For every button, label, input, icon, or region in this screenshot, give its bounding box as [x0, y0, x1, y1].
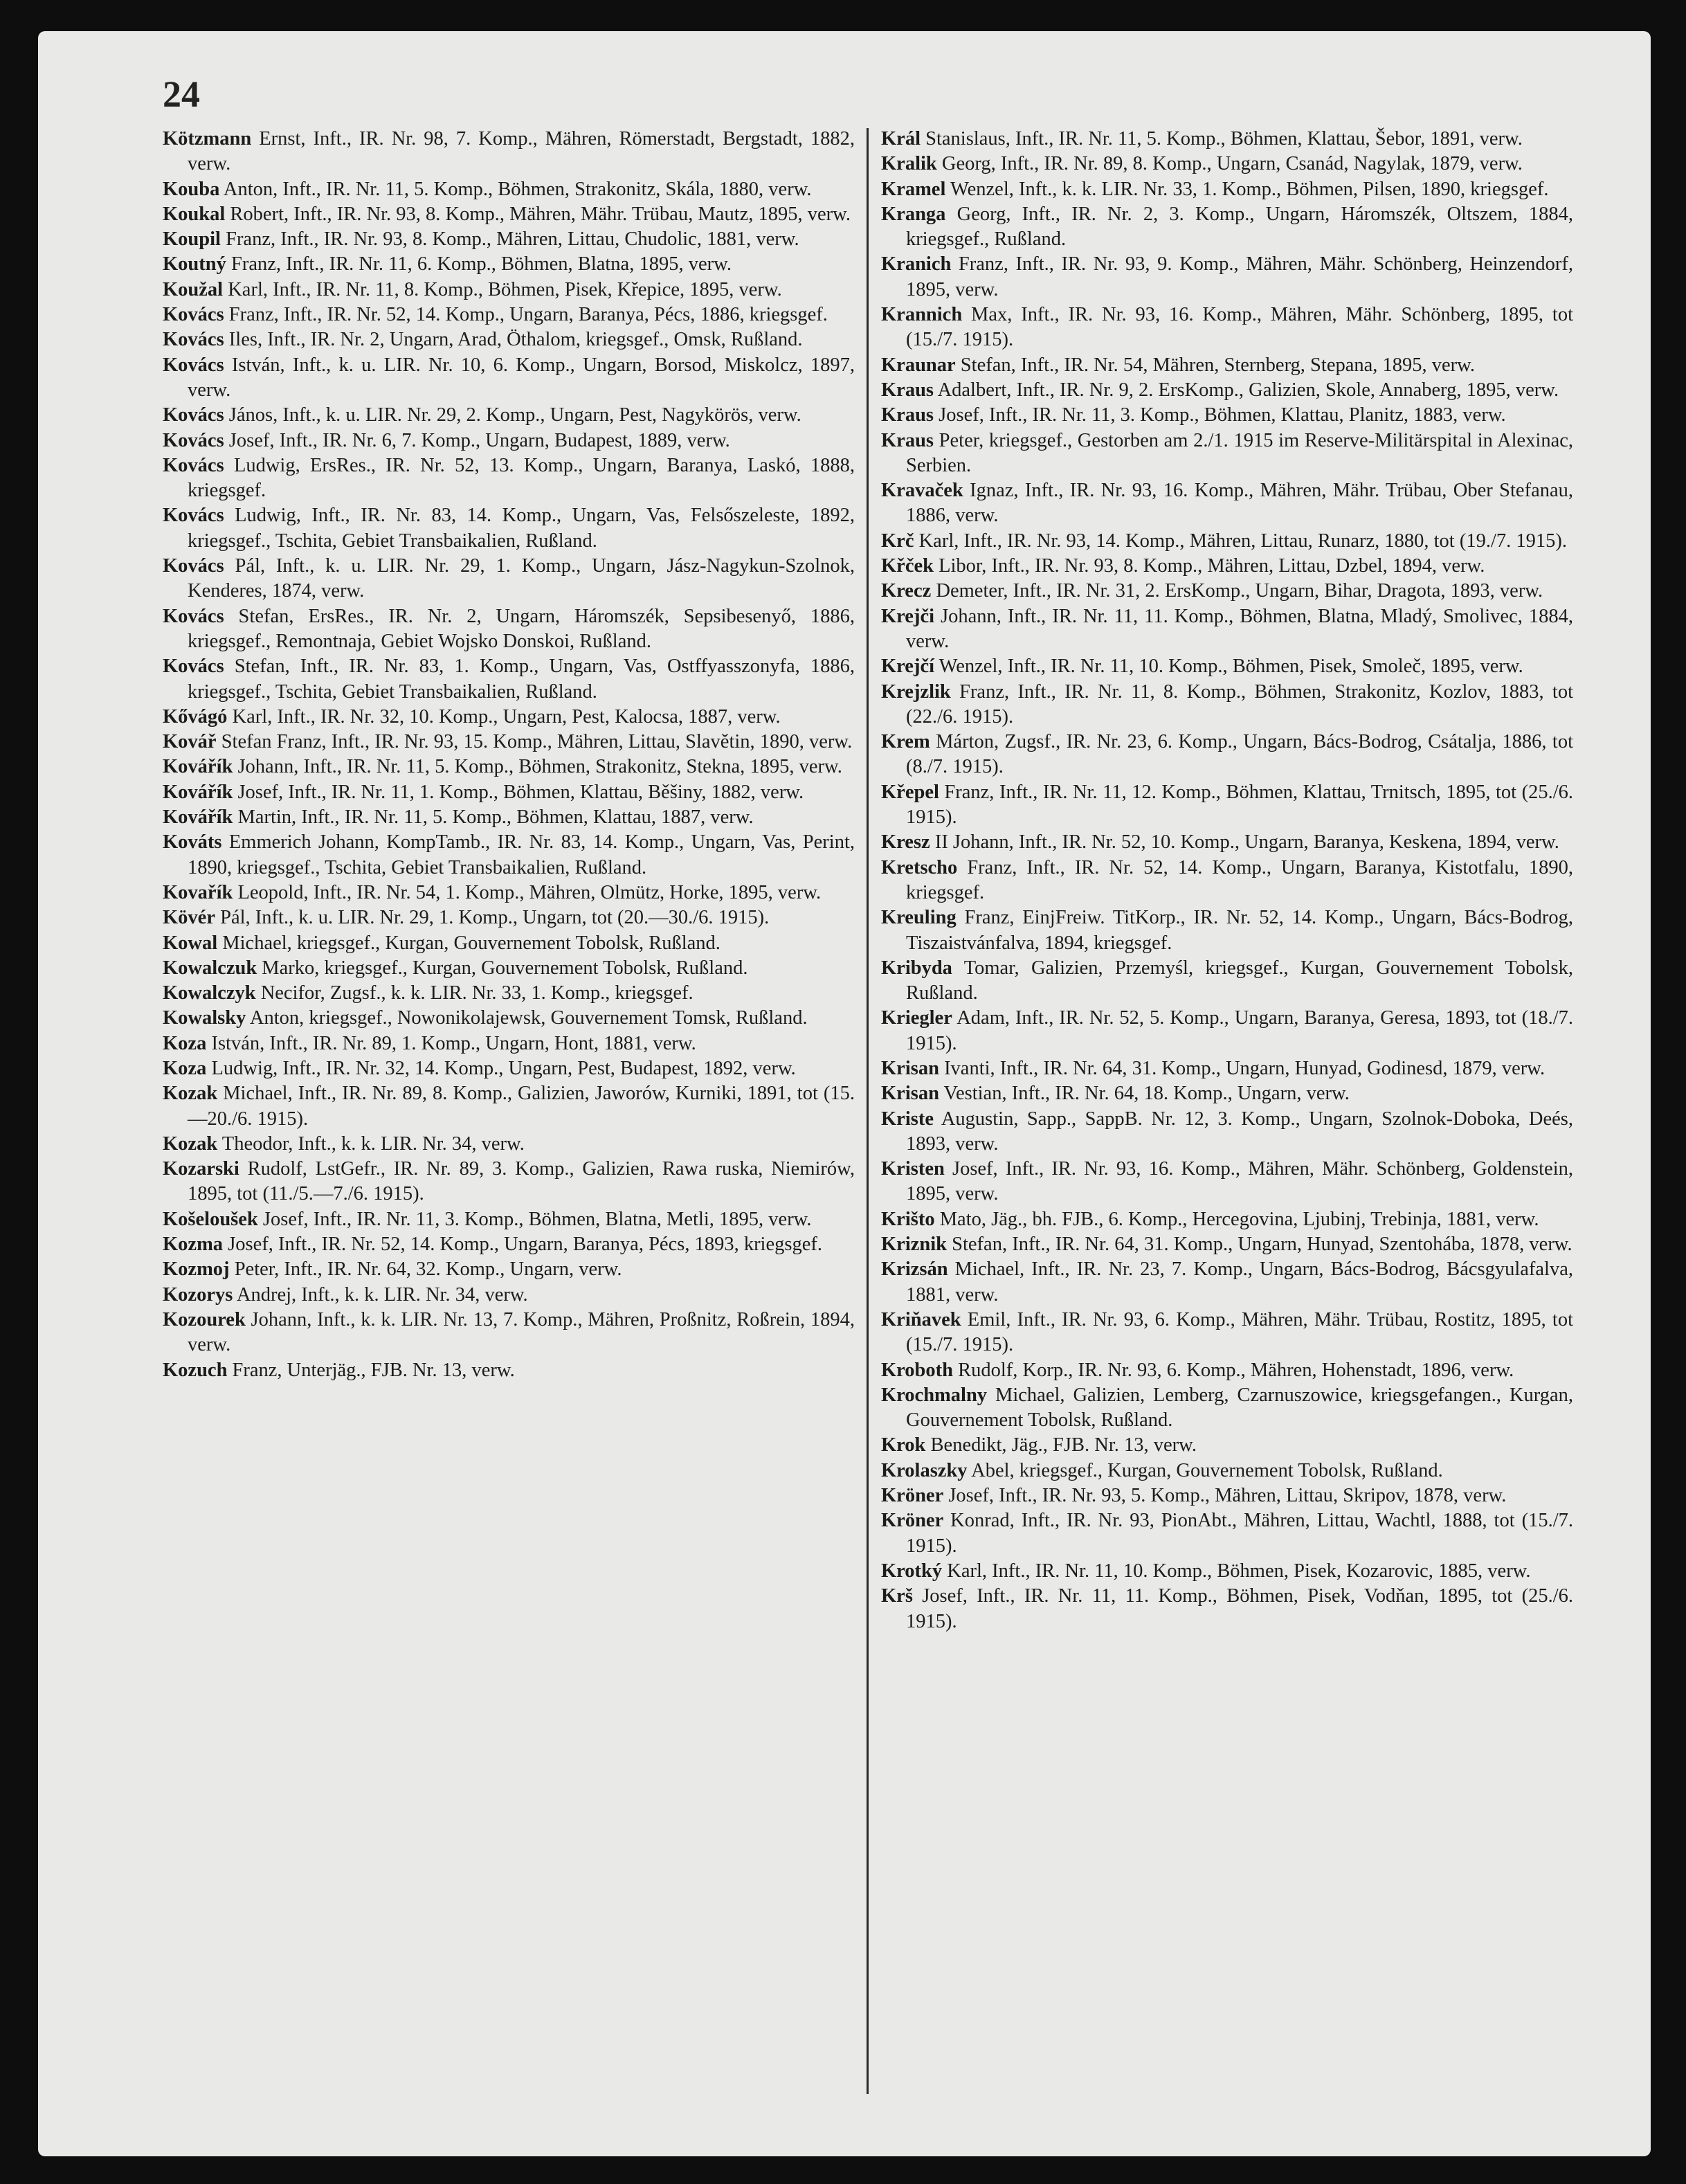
entry-details: Stefan, ErsRes., IR. Nr. 2, Ungarn, Háromszék, Sepsibesenyő, 1886, kriegsgef., Remontnaja, Gebiet Wojsko Donskoi, Rußland. — [188, 605, 855, 652]
entry-details: Ludwig, Inft., IR. Nr. 32, 14. Komp., Ungarn, Pest, Budapest, 1892, verw. — [206, 1057, 796, 1079]
entry-surname: Kranich — [881, 253, 952, 276]
list-entry — [163, 1056, 855, 1081]
entry-surname: Kribyda — [881, 957, 952, 979]
entry-details: Franz, Inft., IR. Nr. 93, 9. Komp., Mähren, Mähr. Schönberg, Heinzendorf, 1895, verw. — [906, 253, 1573, 300]
list-entry — [881, 127, 1573, 152]
entry-details: Franz, Inft., IR. Nr. 52, 14. Komp., Ungarn, Baranya, Pécs, 1886, kriegsgef. — [224, 304, 828, 326]
entry-details: Franz, Inft., IR. Nr. 11, 12. Komp., Böhmen, Klattau, Trnitsch, 1895, tot (25./6. 1915). — [906, 781, 1573, 829]
list-entry — [881, 1483, 1573, 1508]
list-entry — [881, 579, 1573, 604]
entry-details: Emmerich Johann, KompTamb., IR. Nr. 83, 14. Komp., Ungarn, Vas, Perint, 1890, kriegsgef., Tschita, Gebiet Transbaikalien, Rußland. — [188, 831, 855, 878]
entry-surname: Kováts — [163, 831, 222, 854]
list-entry — [881, 478, 1573, 529]
entry-surname: Kriznik — [881, 1234, 948, 1256]
entry-surname: Kretscho — [881, 856, 958, 878]
entry-surname: Kroboth — [881, 1359, 953, 1381]
entry-surname: Kowalczyk — [163, 982, 256, 1004]
entry-surname: Krizsán — [881, 1258, 948, 1281]
entry-details: Johann, Inft., IR. Nr. 11, 11. Komp., Böhmen, Blatna, Mladý, Smolivec, 1884, verw. — [906, 605, 1573, 652]
list-entry — [163, 654, 855, 705]
list-entry — [881, 1508, 1573, 1559]
entry-surname: Kozuch — [163, 1359, 228, 1381]
list-entry — [163, 1358, 855, 1383]
list-entry — [881, 428, 1573, 479]
entry-surname: Kowalczuk — [163, 957, 257, 979]
entry-surname: Kovács — [163, 354, 224, 376]
list-entry — [881, 1433, 1573, 1458]
entry-details: Peter, Inft., IR. Nr. 64, 32. Komp., Ungarn, verw. — [229, 1258, 622, 1281]
list-entry — [163, 554, 855, 604]
entry-details: Stanislaus, Inft., IR. Nr. 11, 5. Komp., Böhmen, Klattau, Šebor, 1891, verw. — [921, 128, 1523, 150]
entry-details: Iles, Inft., IR. Nr. 2, Ungarn, Arad, Öthalom, kriegsgef., Omsk, Rußland. — [224, 329, 803, 351]
entry-details: Franz, EinjFreiw. TitKorp., IR. Nr. 52, 14. Komp., Ungarn, Bács-Bodrog, Tiszaistvánfalva, 1894, kriegsgef. — [906, 907, 1573, 954]
list-entry — [163, 1232, 855, 1257]
entry-details: János, Inft., k. u. LIR. Nr. 29, 2. Komp., Ungarn, Pest, Nagykörös, verw. — [224, 404, 801, 426]
entry-details: Wenzel, Inft., IR. Nr. 11, 10. Komp., Böhmen, Pisek, Smoleč, 1895, verw. — [934, 656, 1523, 678]
entry-details: Konrad, Inft., IR. Nr. 93, PionAbt., Mähren, Littau, Wachtl, 1888, tot (15./7. 1915). — [906, 1510, 1573, 1557]
entry-details: Wenzel, Inft., k. k. LIR. Nr. 33, 1. Komp., Böhmen, Pilsen, 1890, kriegsgef. — [945, 178, 1549, 200]
entry-details: Josef, Inft., IR. Nr. 11, 1. Komp., Böhmen, Klattau, Běšiny, 1882, verw. — [233, 781, 804, 803]
entry-surname: Kovács — [163, 454, 224, 476]
list-entry — [881, 252, 1573, 303]
entry-details: Rudolf, Korp., IR. Nr. 93, 6. Komp., Mähren, Hohenstadt, 1896, verw. — [953, 1359, 1514, 1381]
entry-details: István, Inft., k. u. LIR. Nr. 10, 6. Komp., Ungarn, Borsod, Miskolcz, 1897, verw. — [188, 354, 855, 401]
list-entry — [881, 303, 1573, 353]
list-entry — [163, 805, 855, 830]
entry-surname: Kozak — [163, 1132, 218, 1155]
list-entry — [163, 428, 855, 453]
list-entry — [163, 956, 855, 981]
list-entry — [881, 1232, 1573, 1257]
entry-surname: Kozorys — [163, 1283, 233, 1306]
list-entry — [881, 1559, 1573, 1584]
list-entry — [881, 780, 1573, 831]
entry-details: Rudolf, LstGefr., IR. Nr. 89, 3. Komp., Galizien, Rawa ruska, Niemirów, 1895, tot (11./5.—7./6. 1915). — [188, 1158, 855, 1205]
entry-details: Ludwig, Inft., IR. Nr. 83, 14. Komp., Ungarn, Vas, Felsőszeleste, 1892, kriegsgef., Tschita, Gebiet Transbaikalien, Rußland. — [188, 505, 855, 552]
entry-surname: Krejčí — [881, 656, 935, 678]
list-entry — [881, 403, 1573, 428]
list-entry — [163, 227, 855, 252]
list-entry — [881, 1308, 1573, 1358]
entry-surname: Kramel — [881, 178, 946, 200]
entry-surname: Kreuling — [881, 907, 957, 929]
list-entry — [163, 177, 855, 202]
entry-details: Theodor, Inft., k. k. LIR. Nr. 34, verw. — [217, 1132, 525, 1155]
entry-details: Márton, Zugsf., IR. Nr. 23, 6. Komp., Ungarn, Bács-Bodrog, Csátalja, 1886, tot (8./7. 1915). — [906, 731, 1573, 778]
entry-details: Josef, Inft., IR. Nr. 93, 16. Komp., Mähren, Mähr. Schönberg, Goldenstein, 1895, verw. — [906, 1158, 1573, 1205]
entry-surname: Kovács — [163, 329, 224, 351]
list-entry — [881, 1006, 1573, 1056]
entry-surname: Krisan — [881, 1083, 939, 1105]
list-entry — [163, 403, 855, 428]
entry-details: II Johann, Inft., IR. Nr. 52, 10. Komp., Ungarn, Baranya, Keskena, 1894, verw. — [930, 831, 1559, 854]
entry-details: Demeter, Inft., IR. Nr. 31, 2. ErsKomp., Ungarn, Bihar, Dragota, 1893, verw. — [931, 580, 1543, 602]
list-entry — [881, 856, 1573, 906]
entry-details: Ernst, Inft., IR. Nr. 98, 7. Komp., Mähren, Römerstadt, Bergstadt, 1882, verw. — [188, 128, 855, 175]
entry-surname: Koza — [163, 1057, 207, 1079]
entry-surname: Kovářík — [163, 781, 233, 803]
entry-surname: Kovář — [163, 731, 217, 753]
list-entry — [163, 1283, 855, 1308]
list-entry — [881, 1081, 1573, 1106]
entry-surname: Kozma — [163, 1234, 224, 1256]
list-entry — [881, 1207, 1573, 1232]
entry-surname: Kröner — [881, 1485, 944, 1507]
list-entry — [881, 202, 1573, 253]
entry-surname: Kresz — [881, 831, 930, 854]
list-entry — [163, 503, 855, 554]
entry-details: Stefan Franz, Inft., IR. Nr. 93, 15. Komp., Mähren, Littau, Slavětin, 1890, verw. — [216, 731, 853, 753]
entry-details: Peter, kriegsgef., Gestorben am 2./1. 1915 im Reserve-Militärspital in Alexinac, Serbien. — [906, 429, 1573, 476]
entry-surname: Kozarski — [163, 1158, 239, 1180]
entry-surname: Křček — [881, 555, 934, 577]
list-entry — [163, 127, 855, 177]
list-entry — [163, 830, 855, 881]
entry-details: Karl, Inft., IR. Nr. 11, 10. Komp., Böhmen, Pisek, Kozarovic, 1885, verw. — [942, 1560, 1531, 1582]
entry-surname: Kövér — [163, 907, 215, 929]
entry-details: Johann, Inft., k. k. LIR. Nr. 13, 7. Komp., Mähren, Proßnitz, Roßrein, 1894, verw. — [188, 1308, 855, 1356]
column-divider — [867, 128, 869, 2094]
entry-surname: Kraus — [881, 404, 934, 426]
list-entry — [163, 1157, 855, 1207]
entry-surname: Král — [881, 128, 921, 150]
entry-surname: Kovács — [163, 404, 224, 426]
entry-details: Karl, Inft., IR. Nr. 93, 14. Komp., Mähren, Littau, Runarz, 1880, tot (19./7. 1915). — [914, 530, 1567, 552]
entry-surname: Kraunar — [881, 354, 956, 376]
list-entry — [163, 453, 855, 504]
entry-surname: Kovács — [163, 605, 224, 627]
entry-surname: Krš — [881, 1585, 913, 1607]
entry-surname: Kraus — [881, 379, 934, 401]
list-entry — [163, 1308, 855, 1358]
list-entry — [163, 353, 855, 404]
left-column — [163, 127, 855, 1383]
entry-surname: Kovářík — [163, 806, 233, 829]
list-entry — [881, 554, 1573, 579]
entry-surname: Kravaček — [881, 480, 963, 502]
entry-details: Michael, Galizien, Lemberg, Czarnuszowice, kriegsgefangen., Kurgan, Gouvernement Tobolsk, Rußland. — [906, 1384, 1573, 1432]
list-entry — [163, 1257, 855, 1282]
entry-surname: Koukal — [163, 203, 226, 225]
entry-details: Michael, Inft., IR. Nr. 23, 7. Komp., Ungarn, Bács-Bodrog, Bácsgyulafalva, 1881, verw. — [906, 1258, 1573, 1306]
entry-details: Josef, Inft., IR. Nr. 52, 14. Komp., Ungarn, Baranya, Pécs, 1893, kriegsgef. — [223, 1234, 822, 1256]
entry-details: Georg, Inft., IR. Nr. 89, 8. Komp., Ungarn, Csanád, Nagylak, 1879, verw. — [936, 153, 1523, 175]
list-entry — [163, 881, 855, 905]
entry-surname: Koupil — [163, 228, 221, 251]
entry-details: Josef, Inft., IR. Nr. 6, 7. Komp., Ungarn, Budapest, 1889, verw. — [224, 429, 730, 451]
entry-details: Franz, Inft., IR. Nr. 11, 6. Komp., Böhmen, Blatna, 1895, verw. — [226, 253, 732, 276]
entry-details: Mato, Jäg., bh. FJB., 6. Komp., Hercegovina, Ljubinj, Trebinja, 1881, verw. — [934, 1208, 1539, 1230]
entry-details: Adam, Inft., IR. Nr. 52, 5. Komp., Ungarn, Baranya, Geresa, 1893, tot (18./7. 1915). — [906, 1007, 1573, 1054]
entry-surname: Kovařík — [163, 881, 233, 903]
entry-details: Michael, kriegsgef., Kurgan, Gouvernement Tobolsk, Rußland. — [217, 932, 720, 954]
entry-surname: Kowal — [163, 932, 218, 954]
entry-details: Libor, Inft., IR. Nr. 93, 8. Komp., Mähren, Littau, Dzbel, 1894, verw. — [933, 555, 1485, 577]
entry-details: Anton, Inft., IR. Nr. 11, 5. Komp., Böhmen, Strakonitz, Skála, 1880, verw. — [219, 178, 812, 200]
list-entry — [881, 1459, 1573, 1483]
list-entry — [163, 604, 855, 655]
entry-surname: Krisan — [881, 1057, 939, 1079]
entry-surname: Kraus — [881, 429, 934, 451]
entry-surname: Kristen — [881, 1158, 945, 1180]
list-entry — [881, 1157, 1573, 1207]
entry-surname: Kozak — [163, 1083, 218, 1105]
entry-surname: Krannich — [881, 304, 963, 326]
page-number: 24 — [163, 73, 200, 115]
list-entry — [881, 1257, 1573, 1308]
entry-surname: Kovářík — [163, 756, 233, 778]
entry-details: Josef, Inft., IR. Nr. 11, 11. Komp., Böhmen, Pisek, Vodňan, 1895, tot (25./6. 1915). — [906, 1585, 1573, 1632]
right-column — [881, 127, 1573, 1634]
entry-details: Pál, Inft., k. u. LIR. Nr. 29, 1. Komp., Ungarn, Jász-Nagykun-Szolnok, Kenderes, 1874, verw. — [188, 555, 855, 602]
entry-surname: Krolaszky — [881, 1459, 968, 1481]
entry-details: István, Inft., IR. Nr. 89, 1. Komp., Ungarn, Hont, 1881, verw. — [206, 1032, 696, 1054]
entry-details: Stefan, Inft., IR. Nr. 83, 1. Komp., Ungarn, Vas, Ostffyasszonyfa, 1886, kriegsgef., Tschita, Gebiet Transbaikalien, Rußland. — [188, 656, 855, 703]
list-entry — [881, 1584, 1573, 1634]
entry-details: Karl, Inft., IR. Nr. 32, 10. Komp., Ungarn, Pest, Kalocsa, 1887, verw. — [227, 705, 781, 728]
list-entry — [881, 956, 1573, 1007]
entry-surname: Kriňavek — [881, 1308, 961, 1330]
entry-details: Ludwig, ErsRes., IR. Nr. 52, 13. Komp., Ungarn, Baranya, Laskó, 1888, kriegsgef. — [188, 454, 855, 502]
list-entry — [163, 931, 855, 956]
entry-surname: Krišto — [881, 1208, 935, 1230]
entry-details: Ignaz, Inft., IR. Nr. 93, 16. Komp., Mähren, Mähr. Trübau, Ober Stefanau, 1886, verw. — [906, 480, 1573, 527]
entry-surname: Kouba — [163, 178, 220, 200]
entry-surname: Krejči — [881, 605, 935, 627]
entry-details: Josef, Inft., IR. Nr. 11, 3. Komp., Böhmen, Blatna, Metli, 1895, verw. — [257, 1208, 812, 1230]
entry-details: Max, Inft., IR. Nr. 93, 16. Komp., Mähren, Mähr. Schönberg, 1895, tot (15./7. 1915). — [906, 304, 1573, 351]
entry-details: Emil, Inft., IR. Nr. 93, 6. Komp., Mähren, Mähr. Trübau, Rostitz, 1895, tot (15./7. 1915). — [906, 1308, 1573, 1356]
list-entry — [163, 252, 855, 277]
entry-surname: Koužal — [163, 278, 224, 300]
list-entry — [163, 303, 855, 327]
entry-details: Tomar, Galizien, Przemyśl, kriegsgef., Kurgan, Gouvernement Tobolsk, Rußland. — [906, 957, 1573, 1004]
entry-details: Franz, Inft., IR. Nr. 52, 14. Komp., Ungarn, Baranya, Kistotfalu, 1890, kriegsgef. — [906, 856, 1573, 903]
entry-surname: Kovács — [163, 555, 224, 577]
entry-surname: Krč — [881, 530, 914, 552]
entry-surname: Košeloušek — [163, 1208, 258, 1230]
entry-surname: Kröner — [881, 1510, 944, 1532]
list-entry — [163, 278, 855, 303]
entry-surname: Kriste — [881, 1108, 934, 1130]
list-entry — [881, 1056, 1573, 1081]
list-entry — [163, 780, 855, 805]
entry-details: Josef, Inft., IR. Nr. 93, 5. Komp., Mähren, Littau, Skripov, 1878, verw. — [943, 1485, 1507, 1507]
entry-surname: Kovács — [163, 656, 224, 678]
list-entry — [163, 1207, 855, 1232]
list-entry — [163, 730, 855, 755]
entry-surname: Kovács — [163, 505, 224, 527]
entry-details: Augustin, Sapp., SappB. Nr. 12, 3. Komp., Ungarn, Szolnok-Doboka, Deés, 1893, verw. — [906, 1108, 1573, 1155]
list-entry — [881, 730, 1573, 780]
entry-surname: Kriegler — [881, 1007, 952, 1029]
entry-details: Franz, Unterjäg., FJB. Nr. 13, verw. — [227, 1359, 515, 1381]
entry-details: Andrej, Inft., k. k. LIR. Nr. 34, verw. — [233, 1283, 528, 1306]
entry-details: Georg, Inft., IR. Nr. 2, 3. Komp., Ungarn, Háromszék, Oltszem, 1884, kriegsgef., Rußland. — [906, 203, 1573, 251]
entry-details: Franz, Inft., IR. Nr. 93, 8. Komp., Mähren, Littau, Chudolic, 1881, verw. — [220, 228, 799, 251]
entry-details: Abel, kriegsgef., Kurgan, Gouvernement Tobolsk, Rußland. — [967, 1459, 1443, 1481]
list-entry — [881, 152, 1573, 177]
list-entry — [163, 705, 855, 730]
list-entry — [163, 981, 855, 1006]
entry-surname: Kozmoj — [163, 1258, 230, 1281]
list-entry — [881, 654, 1573, 679]
entry-details: Ivanti, Inft., IR. Nr. 64, 31. Komp., Ungarn, Hunyad, Godinesd, 1879, verw. — [939, 1057, 1546, 1079]
entry-surname: Krecz — [881, 580, 932, 602]
entry-details: Adalbert, Inft., IR. Nr. 9, 2. ErsKomp., Galizien, Skole, Annaberg, 1895, verw. — [934, 379, 1559, 401]
entry-surname: Koutný — [163, 253, 226, 276]
entry-surname: Kötzmann — [163, 128, 252, 150]
entry-details: Michael, Inft., IR. Nr. 89, 8. Komp., Galizien, Jaworów, Kurniki, 1891, tot (15.—20./6. 1915). — [188, 1083, 855, 1130]
entry-details: Stefan, Inft., IR. Nr. 54, Mähren, Sternberg, Stepana, 1895, verw. — [955, 354, 1476, 376]
entry-surname: Krochmalny — [881, 1384, 988, 1406]
entry-details: Marko, kriegsgef., Kurgan, Gouvernement Tobolsk, Rußland. — [257, 957, 748, 979]
list-entry — [881, 1107, 1573, 1157]
entry-surname: Koza — [163, 1032, 207, 1054]
list-entry — [163, 202, 855, 227]
list-entry — [163, 1132, 855, 1157]
list-entry — [881, 1383, 1573, 1434]
list-entry — [881, 680, 1573, 730]
entry-surname: Kovács — [163, 429, 224, 451]
list-entry — [881, 905, 1573, 956]
list-entry — [881, 529, 1573, 554]
list-entry — [881, 177, 1573, 202]
entry-surname: Kovács — [163, 304, 224, 326]
entry-surname: Krem — [881, 731, 930, 753]
entry-surname: Křepel — [881, 781, 939, 803]
entry-surname: Krok — [881, 1434, 926, 1456]
list-entry — [163, 1006, 855, 1031]
entry-details: Franz, Inft., IR. Nr. 11, 8. Komp., Böhmen, Strakonitz, Kozlov, 1883, tot (22./6. 1915). — [906, 680, 1573, 728]
entry-details: Martin, Inft., IR. Nr. 11, 5. Komp., Böhmen, Klattau, 1887, verw. — [233, 806, 754, 829]
document-page — [38, 31, 1651, 2156]
list-entry — [163, 755, 855, 779]
entry-details: Anton, kriegsgef., Nowonikolajewsk, Gouvernement Tomsk, Rußland. — [246, 1007, 808, 1029]
list-entry — [881, 378, 1573, 403]
entry-details: Josef, Inft., IR. Nr. 11, 3. Komp., Böhmen, Klattau, Planitz, 1883, verw. — [934, 404, 1506, 426]
entry-details: Stefan, Inft., IR. Nr. 64, 31. Komp., Ungarn, Hunyad, Szentohába, 1878, verw. — [947, 1234, 1572, 1256]
entry-surname: Kővágó — [163, 705, 228, 728]
list-entry — [881, 1358, 1573, 1383]
entry-details: Leopold, Inft., IR. Nr. 54, 1. Komp., Mähren, Olmütz, Horke, 1895, verw. — [233, 881, 822, 903]
entry-details: Necifor, Zugsf., k. k. LIR. Nr. 33, 1. Komp., kriegsgef. — [255, 982, 694, 1004]
list-entry — [163, 1031, 855, 1056]
entry-surname: Kozourek — [163, 1308, 246, 1330]
list-entry — [881, 353, 1573, 378]
entry-details: Robert, Inft., IR. Nr. 93, 8. Komp., Mähren, Mähr. Trübau, Mautz, 1895, verw. — [225, 203, 851, 225]
list-entry — [881, 604, 1573, 655]
entry-details: Pál, Inft., k. u. LIR. Nr. 29, 1. Komp., Ungarn, tot (20.—30./6. 1915). — [215, 907, 770, 929]
entry-details: Vestian, Inft., IR. Nr. 64, 18. Komp., Ungarn, verw. — [939, 1083, 1350, 1105]
list-entry — [881, 830, 1573, 855]
entry-surname: Kranga — [881, 203, 946, 225]
entry-surname: Kowalsky — [163, 1007, 246, 1029]
entry-details: Karl, Inft., IR. Nr. 11, 8. Komp., Böhmen, Pisek, Křepice, 1895, verw. — [223, 278, 782, 300]
list-entry — [163, 905, 855, 930]
list-entry — [163, 1081, 855, 1132]
entry-details: Benedikt, Jäg., FJB. Nr. 13, verw. — [925, 1434, 1197, 1456]
entry-details: Johann, Inft., IR. Nr. 11, 5. Komp., Böhmen, Strakonitz, Stekna, 1895, verw. — [233, 756, 842, 778]
entry-surname: Krotký — [881, 1560, 943, 1582]
entry-surname: Krejzlik — [881, 680, 951, 703]
entry-surname: Kralik — [881, 153, 937, 175]
list-entry — [163, 327, 855, 352]
